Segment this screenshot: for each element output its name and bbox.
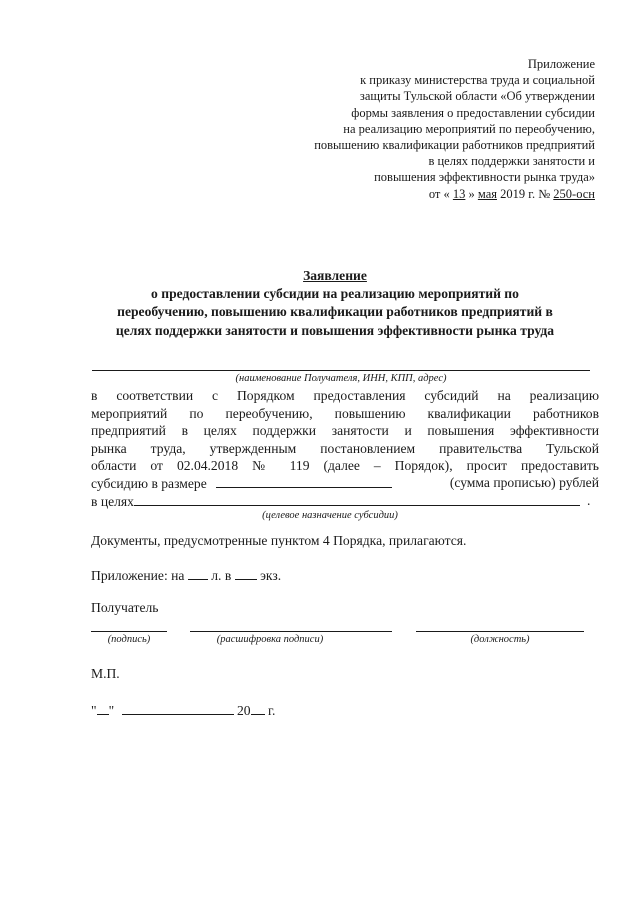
recipient-label: Получатель (91, 600, 159, 615)
year-prefix: 20 (236, 703, 251, 718)
date-month: мая (477, 186, 497, 201)
copies-count-field[interactable] (235, 567, 257, 580)
date-year: 2019 г. № (500, 186, 551, 201)
purpose-caption: (целевое назначение субсидии) (262, 510, 398, 521)
body-line: области от 02.04.2018 № 119 (далее – Порядок), просит предоставить (91, 458, 599, 474)
title-line: о предоставлении субсидии на реализацию мероприятий по (151, 286, 519, 302)
day-field[interactable] (97, 702, 109, 715)
amount-suffix: (сумма прописью) рублей (449, 475, 599, 490)
attachment-prefix: Приложение: на (91, 568, 185, 583)
date-day: 13 (452, 186, 466, 201)
body-line: в соответствии с Порядком предоставления субсидий на реализацию (91, 388, 599, 403)
year-suffix: г. (267, 703, 276, 718)
document-title (80, 267, 590, 340)
order-date-line (215, 186, 595, 202)
quote-close: " (108, 703, 115, 718)
attachment-suffix: экз. (260, 568, 282, 583)
attachment-line (91, 567, 281, 584)
signature-caption: (подпись) (107, 634, 151, 645)
purpose-row (91, 493, 599, 511)
month-field[interactable] (122, 702, 234, 715)
quote-open: " (91, 703, 97, 718)
date-prefix: от « (428, 186, 450, 201)
position-caption: (должность) (470, 634, 530, 645)
signature-field[interactable] (91, 631, 167, 632)
date-line (91, 702, 275, 719)
header-line: в целях поддержки занятости и (428, 154, 595, 169)
position-field[interactable] (416, 631, 584, 632)
appendix-header (215, 56, 595, 202)
recipient-caption: (наименование Получателя, ИНН, КПП, адрес) (235, 373, 447, 384)
application-body (91, 387, 599, 475)
header-line: защиты Тульской области «Об утверждении (359, 89, 595, 104)
body-line: предприятий в целях поддержки занятости и повышения эффективности (91, 423, 599, 439)
recipient-name-field[interactable] (92, 370, 590, 371)
amount-field[interactable] (216, 475, 392, 488)
signature-decryption-field[interactable] (190, 631, 392, 632)
header-line: к приказу министерства труда и социальной (360, 73, 595, 88)
stamp-label: М.П. (91, 666, 120, 681)
body-line: рынка труда, утвержденным постановлением правительства Тульской (91, 440, 599, 456)
purpose-end: . (587, 493, 591, 508)
title-line: переобучению, повышению квалификации работников предприятий в (117, 304, 553, 320)
pages-count-field[interactable] (188, 567, 208, 580)
purpose-field[interactable] (134, 493, 580, 506)
year-field[interactable] (251, 702, 265, 715)
date-mid: » (468, 186, 475, 201)
header-line: Приложение (527, 57, 595, 71)
header-line: повышению квалификации работников предприятий (314, 138, 595, 153)
amount-row (91, 475, 599, 493)
decryption-caption: (расшифровка подписи) (216, 634, 324, 645)
purpose-prefix: в целях (91, 494, 134, 509)
attachment-middle: л. в (211, 568, 232, 583)
order-number: 250-осн (553, 186, 595, 201)
header-line: повышения эффективности рынка труда» (374, 170, 595, 185)
amount-prefix: субсидию в размере (91, 476, 207, 491)
title-line: целях поддержки занятости и повышения эффективности рынка труда (115, 322, 555, 338)
header-line: на реализацию мероприятий по переобучению, (343, 121, 595, 136)
header-line: формы заявления о предоставлении субсидии (351, 105, 595, 120)
body-line: мероприятий по переобучению, повышению квалификации работников (91, 405, 599, 421)
title-heading: Заявление (303, 268, 367, 283)
documents-statement: Документы, предусмотренные пунктом 4 Порядка, прилагаются. (91, 533, 467, 548)
